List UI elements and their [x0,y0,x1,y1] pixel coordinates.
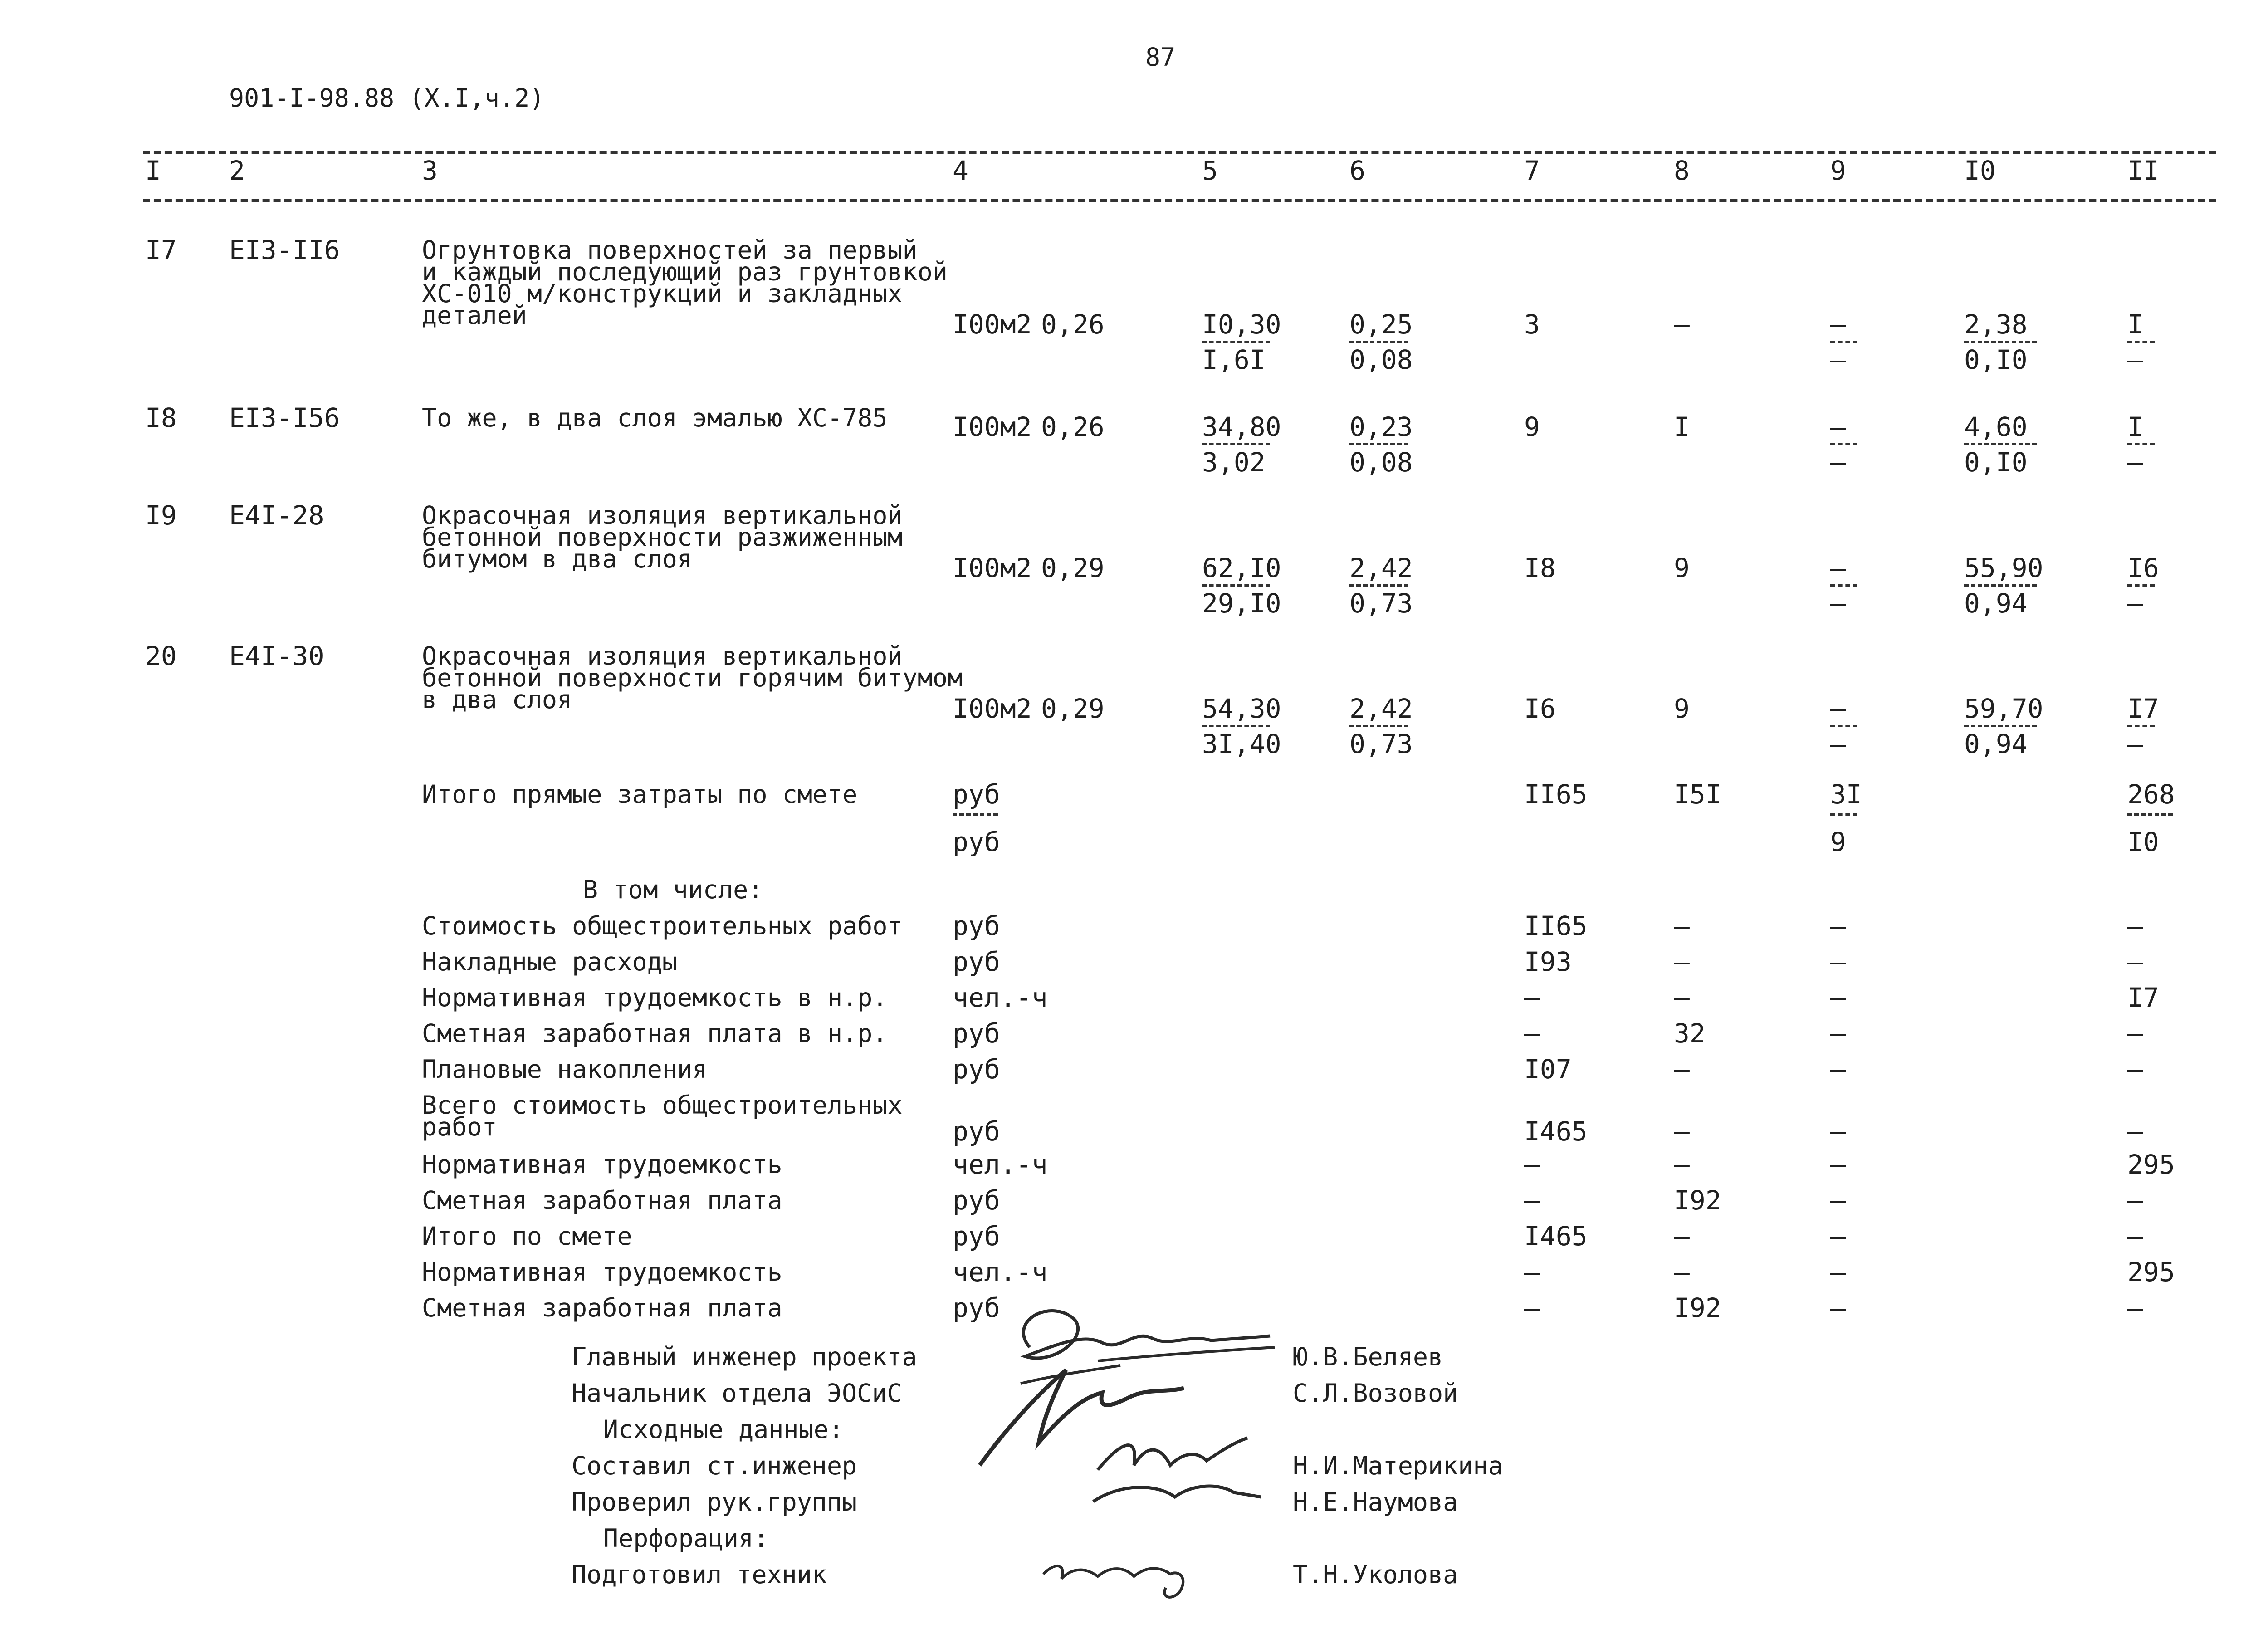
fraction-line [1349,584,1408,587]
summary-col11: – [2127,1185,2143,1216]
value-col11: I [2127,309,2143,340]
total-direct-col8: I5I [1674,779,1721,810]
fraction-line [1830,725,1857,727]
summary-col11: – [2127,1018,2143,1049]
row-number: 20 [145,641,177,671]
value-col7: I6 [1524,693,1556,724]
summary-col9: – [1830,982,1846,1013]
value-col10: 2,38 [1964,309,2028,340]
fraction-line [1964,584,2037,587]
value-col11-lower: – [2127,588,2143,619]
column-header-5: 5 [1202,155,1218,186]
fraction-line [1830,813,1857,816]
row-number: I8 [145,402,177,433]
summary-col11: – [2127,910,2143,941]
summary-col8: I92 [1674,1292,1721,1323]
summary-unit: руб [953,1185,1000,1216]
summary-unit: руб [953,1292,1000,1323]
value-col5-lower: 3I,40 [1202,729,1281,759]
value-col9: – [1830,309,1846,340]
work-description: и каждый последующий раз грунтовкой [422,257,948,286]
total-direct-unit-lower: руб [953,827,1000,857]
summary-col7: – [1524,1149,1540,1180]
summary-unit: чел.-ч [953,1257,1048,1287]
quantity: 0,29 [1041,693,1105,724]
fraction-line [1349,443,1408,445]
summary-label: Накладные расходы [422,947,677,976]
value-col5: 62,I0 [1202,553,1281,583]
signature-name: Т.Н.Уколова [1293,1560,1458,1589]
fraction-line [1202,725,1270,727]
summary-col7: – [1524,1292,1540,1323]
summary-unit: руб [953,946,1000,977]
summary-col11: – [2127,1221,2143,1252]
summary-col11: 295 [2127,1149,2175,1180]
fraction-line [2127,725,2155,727]
value-col9-lower: – [1830,729,1846,759]
including-heading: В том числе: [583,875,763,904]
summary-col9: – [1830,910,1846,941]
summary-col7: – [1524,1018,1540,1049]
fraction-line [1964,443,2037,445]
fraction-line [953,813,998,816]
signature-name: С.Л.Возовой [1293,1379,1458,1408]
summary-unit: руб [953,1054,1000,1085]
summary-col9: – [1830,1292,1846,1323]
summary-col7: I93 [1524,946,1572,977]
quantity: 0,26 [1041,309,1105,340]
column-header-11: II [2127,155,2159,186]
value-col5-lower: 29,I0 [1202,588,1281,619]
quantity: 0,26 [1041,411,1105,442]
summary-col8: – [1674,946,1690,977]
column-header-8: 8 [1674,155,1690,186]
summary-label: Сметная заработная плата в н.р. [422,1019,888,1048]
page-number: 87 [1145,43,1176,72]
document-code: 901-I-98.88 (X.I,ч.2) [229,83,545,113]
total-direct-label: Итого прямые затраты по смете [422,780,858,809]
summary-label: Нормативная трудоемкость в н.р. [422,983,888,1012]
value-col8: – [1674,309,1690,340]
value-col6-lower: 0,08 [1349,344,1413,375]
summary-col9: – [1830,946,1846,977]
summary-unit: руб [953,910,1000,941]
signature-role: Проверил рук.группы [572,1487,857,1517]
fraction-line [1349,725,1408,727]
value-col9: – [1830,411,1846,442]
value-col6-lower: 0,73 [1349,588,1413,619]
value-col7: 3 [1524,309,1540,340]
fraction-line [1202,341,1270,343]
signature-ukolova [1034,1542,1198,1606]
fraction-line [1830,341,1857,343]
summary-col7: I465 [1524,1116,1588,1147]
value-col9: – [1830,553,1846,583]
summary-col7: – [1524,982,1540,1013]
value-col6: 2,42 [1349,553,1413,583]
value-col8: 9 [1674,553,1690,583]
summary-col9: – [1830,1054,1846,1085]
summary-unit: чел.-ч [953,982,1048,1013]
summary-col9: – [1830,1018,1846,1049]
value-col11: I6 [2127,553,2159,583]
total-direct-col9: 3I [1830,779,1862,810]
value-col8: 9 [1674,693,1690,724]
summary-label: Нормативная трудоемкость [422,1257,782,1287]
value-col5: I0,30 [1202,309,1281,340]
header-rule-top [143,151,2216,154]
signature-name: Н.Е.Наумова [1293,1487,1458,1517]
summary-col11: I7 [2127,982,2159,1013]
value-col6: 0,23 [1349,411,1413,442]
unit: I00м2 [953,693,1032,724]
work-description: Окрасочная изоляция вертикальной [422,641,903,670]
rate-code: EI3-I56 [229,402,340,433]
value-col5: 54,30 [1202,693,1281,724]
fraction-line [1830,443,1857,445]
summary-col8: – [1674,1116,1690,1147]
fraction-line [2127,813,2173,816]
summary-unit: руб [953,1221,1000,1252]
value-col9-lower: – [1830,588,1846,619]
summary-col8: – [1674,1054,1690,1085]
fraction-line [1964,341,2037,343]
work-description: бетонной поверхности горячим битумом [422,663,963,692]
column-header-6: 6 [1349,155,1365,186]
column-header-7: 7 [1524,155,1540,186]
fraction-line [1830,584,1857,587]
summary-label: Сметная заработная плата [422,1186,782,1215]
total-direct-col11: 268 [2127,779,2175,810]
rate-code: EI3-II6 [229,235,340,265]
summary-col8: 32 [1674,1018,1706,1049]
summary-col9: – [1830,1185,1846,1216]
summary-col7: – [1524,1185,1540,1216]
summary-col11: – [2127,1292,2143,1323]
summary-col7: II65 [1524,910,1588,941]
summary-col11: – [2127,946,2143,977]
summary-label: Всего стоимость общестроительных [422,1091,903,1120]
summary-col11: – [2127,1054,2143,1085]
summary-label: Плановые накопления [422,1055,708,1084]
summary-label: Сметная заработная плата [422,1293,782,1322]
fraction-line [2127,584,2155,587]
value-col8: I [1674,411,1690,442]
row-number: I9 [145,500,177,531]
summary-col9: – [1830,1149,1846,1180]
value-col7: 9 [1524,411,1540,442]
row-number: I7 [145,235,177,265]
summary-col9: – [1830,1221,1846,1252]
work-description: ХС-010 м/конструкций и закладных [422,279,903,308]
summary-col8: – [1674,982,1690,1013]
value-col9: – [1830,693,1846,724]
value-col6: 2,42 [1349,693,1413,724]
work-description: То же, в два слоя эмалью ХС-785 [422,403,888,432]
summary-label: Итого по смете [422,1222,632,1251]
summary-col7: I465 [1524,1221,1588,1252]
value-col9-lower: – [1830,344,1846,375]
signature-name: Ю.В.Беляев [1293,1342,1443,1371]
summary-col8: – [1674,910,1690,941]
total-direct-col7: II65 [1524,779,1588,810]
summary-col8: – [1674,1149,1690,1180]
value-col11: I7 [2127,693,2159,724]
work-description: битумом в два слоя [422,544,693,573]
summary-col8: – [1674,1257,1690,1287]
summary-col7: – [1524,1257,1540,1287]
summary-unit: руб [953,1116,1000,1147]
fraction-line [1964,725,2037,727]
value-col11-lower: – [2127,729,2143,759]
value-col11: I [2127,411,2143,442]
value-col10-lower: 0,I0 [1964,344,2028,375]
fraction-line [2127,443,2155,445]
summary-unit: чел.-ч [953,1149,1048,1180]
value-col5: 34,80 [1202,411,1281,442]
value-col11-lower: – [2127,344,2143,375]
rate-code: E4I-28 [229,500,324,531]
signature-role: Главный инженер проекта [572,1342,917,1371]
signature-role: Начальник отдела ЭОСиС [572,1379,902,1408]
fraction-line [1349,341,1408,343]
summary-label: Стоимость общестроительных работ [422,911,903,940]
work-description: в два слоя [422,685,572,714]
column-header-4: 4 [953,155,968,186]
summary-label: работ [422,1112,497,1141]
total-direct-unit: руб [953,779,1000,810]
value-col6-lower: 0,73 [1349,729,1413,759]
summary-col9: – [1830,1257,1846,1287]
summary-col7: I07 [1524,1054,1572,1085]
value-col10: 59,70 [1964,693,2043,724]
header-rule-bottom [143,199,2216,202]
total-direct-col9-lower: 9 [1830,827,1846,857]
column-header-9: 9 [1830,155,1846,186]
value-col5-lower: 3,02 [1202,447,1266,478]
rate-code: E4I-30 [229,641,324,671]
fraction-line [1202,584,1270,587]
column-header-3: 3 [422,155,438,186]
summary-col9: – [1830,1116,1846,1147]
value-col11-lower: – [2127,447,2143,478]
signature-role: Исходные данные: [603,1415,844,1444]
summary-label: Нормативная трудоемкость [422,1150,782,1179]
signature-role: Перфорация: [603,1524,769,1553]
value-col6: 0,25 [1349,309,1413,340]
signature-role: Подготовил техник [572,1560,827,1589]
value-col10-lower: 0,94 [1964,588,2028,619]
column-header-1: I [145,155,161,186]
value-col6-lower: 0,08 [1349,447,1413,478]
value-col10: 4,60 [1964,411,2028,442]
value-col10-lower: 0,I0 [1964,447,2028,478]
work-description: деталей [422,301,527,330]
total-direct-col11-lower: I0 [2127,827,2159,857]
value-col7: I8 [1524,553,1556,583]
work-description: Окрасочная изоляция вертикальной [422,501,903,530]
value-col5-lower: I,6I [1202,344,1266,375]
unit: I00м2 [953,411,1032,442]
work-description: бетонной поверхности разжиженным [422,523,903,552]
column-header-10: I0 [1964,155,1996,186]
summary-col8: – [1674,1221,1690,1252]
unit: I00м2 [953,553,1032,583]
summary-col8: I92 [1674,1185,1721,1216]
summary-col11: 295 [2127,1257,2175,1287]
value-col9-lower: – [1830,447,1846,478]
signature-materikina [1084,1424,1266,1515]
fraction-line [2127,341,2155,343]
column-header-2: 2 [229,155,245,186]
signature-name: Н.И.Материкина [1293,1451,1503,1480]
fraction-line [1202,443,1270,445]
signature-role: Составил ст.инженер [572,1451,857,1480]
value-col10-lower: 0,94 [1964,729,2028,759]
value-col10: 55,90 [1964,553,2043,583]
unit: I00м2 [953,309,1032,340]
summary-unit: руб [953,1018,1000,1049]
summary-col11: – [2127,1116,2143,1147]
quantity: 0,29 [1041,553,1105,583]
work-description: Огрунтовка поверхностей за первый [422,235,918,264]
